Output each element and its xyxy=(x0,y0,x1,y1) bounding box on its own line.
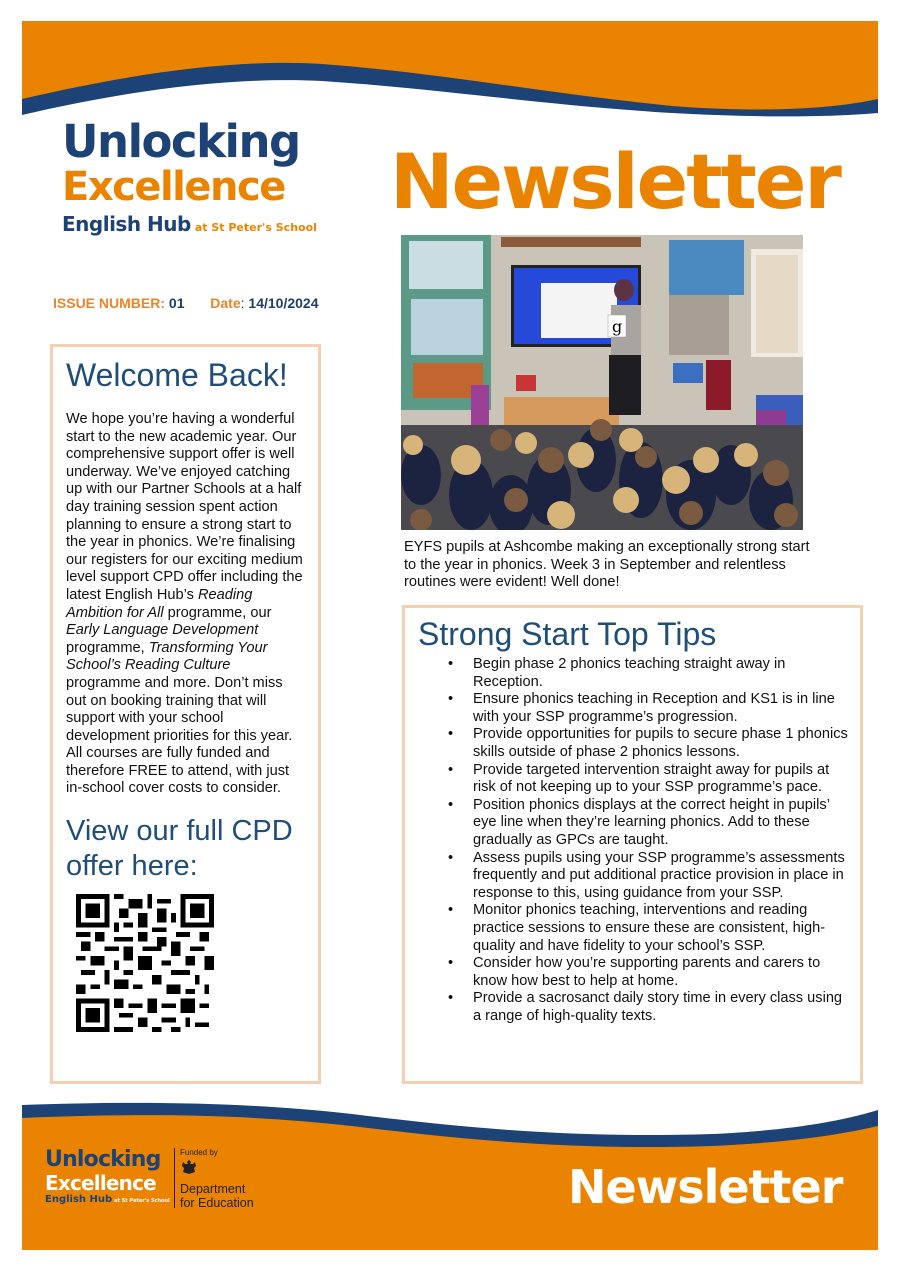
svg-text:g: g xyxy=(612,317,623,336)
list-item: • Begin phase 2 phonics teaching straight away in Reception. xyxy=(448,656,786,690)
bullet-icon: • xyxy=(448,691,454,708)
list-item: • Provide a sacrosanct daily story time in every class using a range of high-quality texts. xyxy=(448,990,843,1024)
issue-info: ISSUE NUMBER: 01 Date: 14/10/2024 xyxy=(53,295,319,311)
bullet-icon: • xyxy=(448,849,454,866)
bullet-icon: • xyxy=(448,656,454,672)
bullet-icon: • xyxy=(448,796,454,813)
tips-list xyxy=(418,656,848,1025)
list-item: • Position phonics displays at the correct height in pupils’ eye line when they’re learning phonics. Add to these gradually as GPCs are taught. xyxy=(448,796,830,848)
list-item: • Assess pupils using your SSP programme’s assessments frequently and put additional practice provision in place in response to this, using guidance from your SSP. xyxy=(448,849,845,901)
masthead-title: Newsletter xyxy=(390,137,840,226)
bullet-icon: • xyxy=(448,990,454,1007)
strong-start-tips-panel xyxy=(402,605,863,1084)
dfe-funding-logo xyxy=(174,1148,254,1208)
list-item: • Provide targeted intervention straight away for pupils at risk of not keeping up to your SSP programme’s pace. xyxy=(448,761,830,796)
qr-code-icon[interactable] xyxy=(76,894,214,1032)
royal-crest-icon xyxy=(180,1159,198,1175)
date-label: Date xyxy=(210,295,241,311)
bullet-icon: • xyxy=(448,902,454,919)
footer-logo: Unlocking Excellence English Hub at St Peter's School xyxy=(45,1147,170,1205)
list-item: • Provide opportunities for pupils to secure phase 1 phonics skills outside of phase 2 phonics lessons. xyxy=(448,726,848,760)
bullet-icon: • xyxy=(448,761,454,778)
header-wave-banner xyxy=(22,21,878,121)
bullet-icon: • xyxy=(448,955,454,972)
logo-line-excellence: Excellence xyxy=(62,164,285,210)
cpd-offer-title: View our full CPD offer here: xyxy=(66,815,293,883)
footer-title: Newsletter xyxy=(568,1160,843,1214)
welcome-back-panel xyxy=(50,344,321,1084)
list-item: • Monitor phonics teaching, interventions and reading practice sessions to ensure these are consistent, high-quality and have fidelity to your school’s SSP. xyxy=(448,902,826,954)
bullet-icon: • xyxy=(448,726,454,743)
photo-caption: EYFS pupils at Ashcombe making an exceptionally strong start to the year in phonics. Week 3 in September and relentless routines were evident! Well done! xyxy=(404,539,810,591)
logo-line-unlocking: Unlocking xyxy=(62,115,300,168)
welcome-body: We hope you’re having a wonderful start to the new academic year. Our comprehensive support offer is well underway. We’ve enjoyed catching up with our Partner Schools at a half day training session spent action planning to ensure a strong start to the year in phonics. We’re finalising our registers for our exciting medium level support CPD offer including the latest English Hub’s Reading Ambition for All programme, our Early Language Development programme, Transforming Your School’s Reading Culture programme and more. Don’t miss out on booking training that will support with your school development priorities for this year. All courses are fully funded and therefore FREE to attend, with just in-school cover costs to consider. xyxy=(66,411,303,797)
issue-number-value: 01 xyxy=(168,295,185,311)
tips-title: Strong Start Top Tips xyxy=(418,616,717,652)
unlocking-excellence-logo xyxy=(62,115,332,236)
logo-line-english-hub: English Hub at St Peter's School xyxy=(62,212,317,236)
classroom-photo xyxy=(401,235,803,530)
list-item: • Consider how you’re supporting parents and carers to know how best to help at home. xyxy=(448,955,821,989)
issue-number-label: ISSUE NUMBER: xyxy=(53,295,166,311)
funded-by-label: Funded by xyxy=(180,1148,218,1157)
list-item: • Ensure phonics teaching in Reception and KS1 is in line with your SSP programme’s progression. xyxy=(448,691,835,725)
welcome-title: Welcome Back! xyxy=(66,357,288,393)
department-label: Department for Education xyxy=(180,1182,254,1210)
date-value: 14/10/2024 xyxy=(248,295,319,311)
